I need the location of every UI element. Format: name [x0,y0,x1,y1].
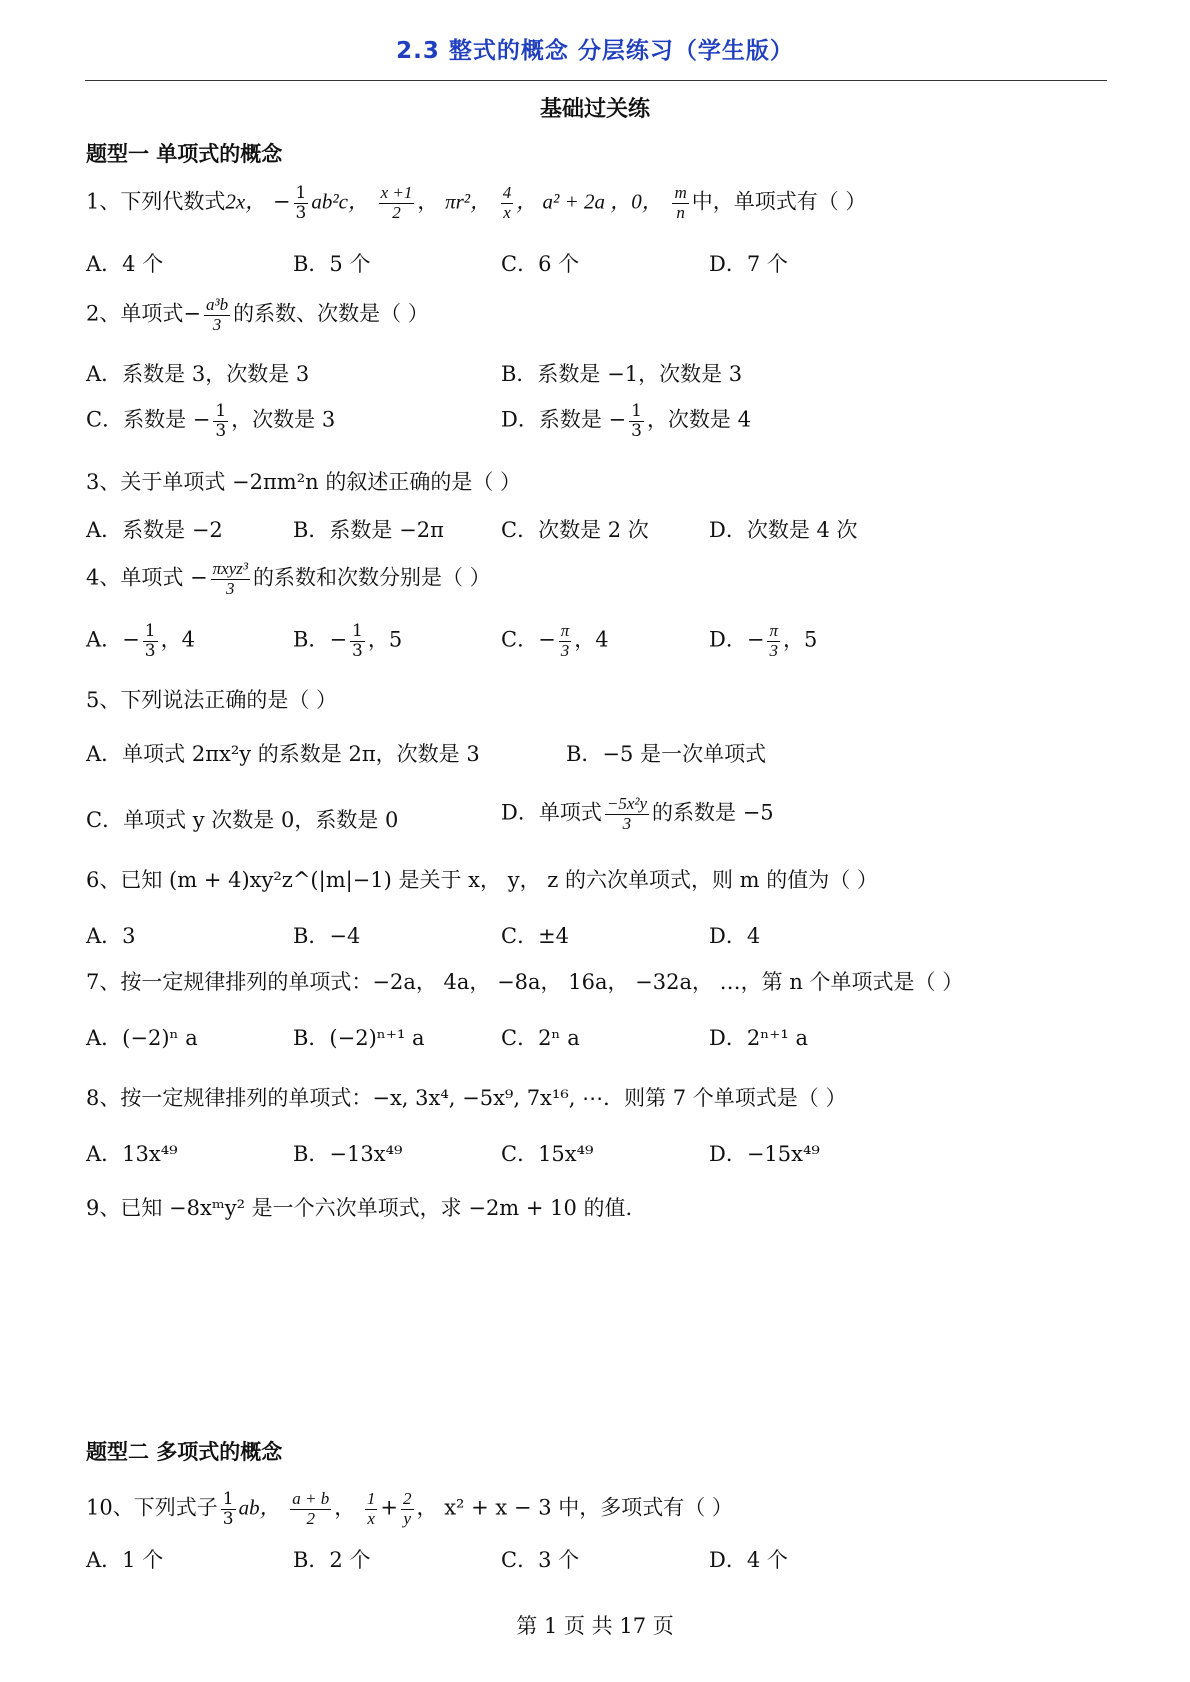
q4-fraction: $\frac{\text{πxyz³}}{3}$ [212,559,248,598]
q1-option-d[interactable]: D．7 个 [709,252,788,276]
q2-option-d-fraction: $\frac{1}{3}$ [631,401,642,441]
q4-option-d-fraction: $\frac{\pi}{3}$ [769,621,778,660]
q1-fraction-1: $\frac{1}{3}$ [295,183,307,223]
q1-fraction-3: $\frac{4}{x}$ [502,183,512,222]
q7-option-b[interactable]: B．(−2)ⁿ⁺¹ a [293,1026,425,1050]
q4-suffix: 的系数和次数分别是（ ） [252,565,491,590]
q5-option-c[interactable]: C．单项式 y 次数是 0，系数是 0 [86,808,399,832]
q6-option-a[interactable]: A．3 [86,924,136,948]
q10-fraction-1: $\frac{1}{3}$ [222,1489,234,1529]
q2-fraction: $\frac{\text{a³b}}{3}$ [205,295,229,334]
q10-option-b[interactable]: B．2 个 [293,1548,371,1572]
q5-option-a[interactable]: A．单项式 2πx²y 的系数是 2π，次数是 3 [86,742,480,766]
question-7: 7、按一定规律排列的单项式：−2a， 4a， −8a， 16a， −32a， …，第 n 个单项式是（ ） [86,970,964,994]
q4-option-b[interactable]: B．− $\frac{1}{3}$ ，5 [293,621,403,661]
q10-fraction-4: $\frac{2}{y}$ [403,1489,412,1528]
q10-fraction-3: $\frac{1}{x}$ [366,1489,376,1528]
q3-option-a[interactable]: A．系数是 −2 [86,518,223,542]
q6-option-b[interactable]: B．−4 [293,924,361,948]
q2-option-b[interactable]: B．系数是 −1，次数是 3 [501,362,743,386]
question-10 [86,1490,733,1528]
q4-option-d[interactable]: D．− $\frac{\pi}{3}$ ，5 [709,621,818,660]
q3-option-d[interactable]: D．次数是 4 次 [709,518,858,542]
question-8: 8、按一定规律排列的单项式：−x, 3x⁴, −5x⁹, 7x¹⁶, ⋯．则第 7 个单项式是（ ） [86,1086,847,1110]
type2-heading: 题型二 多项式的概念 [86,1440,283,1464]
q7-option-a[interactable]: A．(−2)ⁿ a [86,1026,198,1050]
q2-option-d[interactable]: D．系数是 − $\frac{1}{3}$ ，次数是 4 [501,401,751,441]
q4-option-c-fraction: $\frac{\pi}{3}$ [560,621,570,660]
question-3: 3、关于单项式 −2πm²n 的叙述正确的是（ ） [86,470,522,494]
q1-expr-3: πr²， [445,189,492,214]
q4-option-a-fraction: $\frac{1}{3}$ [144,621,156,661]
q10-option-a[interactable]: A．1 个 [86,1548,164,1572]
question-4 [86,560,491,598]
q10-sep: ， [334,1495,356,1520]
q8-option-a[interactable]: A．13x⁴⁹ [86,1142,178,1166]
q4-option-c[interactable]: C．− $\frac{\pi}{3}$ ，4 [501,621,609,660]
q1-prefix: 1、下列代数式 [86,189,226,214]
page-title: 2.3 整式的概念 分层练习（学生版） [396,38,794,64]
q6-option-d[interactable]: D．4 [709,924,761,948]
q3-option-b[interactable]: B．系数是 −2π [293,518,444,542]
q8-option-c[interactable]: C．15x⁴⁹ [501,1142,594,1166]
q2-option-c-fraction: $\frac{1}{3}$ [215,401,227,441]
q8-option-b[interactable]: B．−13x⁴⁹ [293,1142,403,1166]
q2-suffix: 的系数、次数是（ ） [233,301,429,326]
q7-option-d[interactable]: D．2ⁿ⁺¹ a [709,1026,808,1050]
q1-expr-1: 2x， [225,189,267,214]
page-footer: 第 1 页 共 17 页 [516,1614,674,1638]
q4-option-b-fraction: $\frac{1}{3}$ [352,621,363,661]
q10-plus: + [380,1495,399,1520]
q1-fraction-2: $\frac{x +1}{2}$ [380,183,413,222]
q6-option-c[interactable]: C．±4 [501,924,570,948]
q2-option-a[interactable]: A．系数是 3，次数是 3 [86,362,310,386]
q1-option-a[interactable]: A．4 个 [86,252,164,276]
q1-sep: ， [417,189,439,214]
q4-prefix: 4、单项式 − [86,565,208,590]
q5-option-d-fraction: $\frac{\text{−5x²y}}{3}$ [606,794,648,833]
question-6: 6、已知 (m + 4)xy²z^(|m|−1) 是关于 x， y， z 的六次单项式，则 m 的值为（ ） [86,868,878,892]
q10-term-1: ab， [238,1495,281,1520]
q10-option-d[interactable]: D．4 个 [709,1548,788,1572]
q1-expr-2: ab²c， [311,189,369,214]
q1-sign: − [272,189,291,214]
q2-option-c[interactable]: C．系数是 − $\frac{1}{3}$ ，次数是 3 [86,401,336,441]
q10-option-c[interactable]: C．3 个 [501,1548,580,1572]
q7-option-c[interactable]: C．2ⁿ a [501,1026,580,1050]
q10-fraction-2: $\frac{a + b}{2}$ [292,1489,330,1528]
q1-option-c[interactable]: C．6 个 [501,252,580,276]
type1-heading: 题型一 单项式的概念 [86,142,283,166]
q1-option-b[interactable]: B．5 个 [293,252,371,276]
q10-suffix: ， x² + x − 3 中，多项式有（ ） [416,1495,733,1520]
q8-option-d[interactable]: D．−15x⁴⁹ [709,1142,820,1166]
q10-prefix: 10、下列式子 [86,1495,218,1520]
q2-prefix: 2、单项式− [86,301,201,326]
header-divider [85,80,1107,81]
q5-option-d[interactable]: D．单项式 $\frac{\text{−5x²y}}{3}$ 的系数是 −5 [501,794,774,833]
question-9: 9、已知 −8xᵐy² 是一个六次单项式，求 −2m + 10 的值. [86,1196,633,1220]
question-5: 5、下列说法正确的是（ ） [86,688,338,712]
q5-option-b[interactable]: B．−5 是一次单项式 [566,742,767,766]
question-1 [86,184,866,222]
q4-option-a[interactable]: A．− $\frac{1}{3}$ ，4 [86,621,195,661]
q1-expr-4: ， a² + 2a ，0， [516,189,663,214]
q3-option-c[interactable]: C．次数是 2 次 [501,518,649,542]
q1-fraction-4: $\frac{m}{n}$ [674,183,687,222]
section-title: 基础过关练 [539,97,650,122]
q1-suffix: 中，单项式有（ ） [691,189,867,214]
question-2 [86,296,429,334]
